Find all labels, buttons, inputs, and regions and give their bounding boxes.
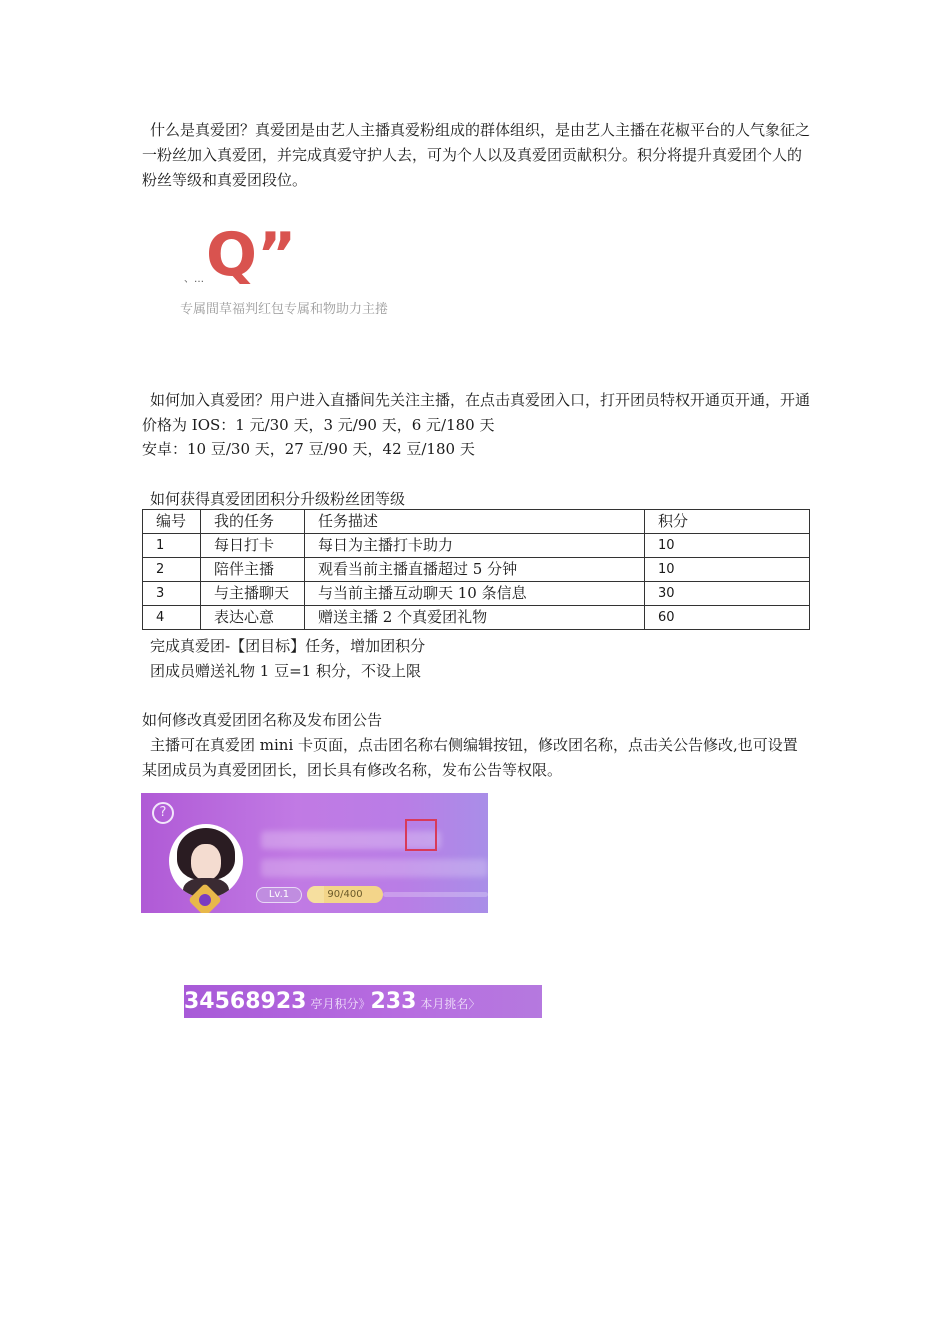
q-figure [178, 220, 428, 320]
table-row [143, 534, 810, 558]
row-description: 赠送主播 2 个真爱团礼物 [305, 606, 645, 630]
join-paragraph: 如何加入真爱团？用户进入直播间先关注主播，在点击真爱团入口，打开团员特权开通页开通，开通价格为 IOS：1 元/30 天，3 元/90 天，6 元/180 天 [142, 391, 811, 434]
row-points: 60 [645, 606, 810, 630]
monthly-rank-link[interactable]: 本月挑名〉 [420, 997, 481, 1011]
row-points: 10 [645, 534, 810, 558]
monthly-points-link[interactable]: 亭月积分》 [310, 997, 371, 1011]
row-task: 表达心意 [201, 606, 305, 630]
monthly-points-value: 34568923 [184, 989, 307, 1014]
header-points: 积分 [645, 510, 810, 534]
row-number: 4 [143, 606, 201, 630]
row-description: 每日为主播打卡助力 [305, 534, 645, 558]
row-number: 1 [143, 534, 201, 558]
row-task: 陪伴主播 [201, 558, 305, 582]
intro-paragraph: 什么是真爱团？真爱团是由艺人主播真爱粉组成的群体组织，是由艺人主播在花椒平台的人气象征之一粉丝加入真爱团，并完成真爱守护人去，可为个人以及真爱团贡献积分。积分将提升真爱团个人的粉丝等级和真爱团段位。 [142, 121, 811, 189]
blurred-announcement [261, 859, 488, 877]
row-task: 每日打卡 [201, 534, 305, 558]
header-number: 编号 [143, 510, 201, 534]
row-description: 观看当前主播直播超过 5 分钟 [305, 558, 645, 582]
q-dots: 、… [184, 274, 204, 285]
task-table [142, 509, 810, 630]
row-number: 2 [143, 558, 201, 582]
modify-heading: 如何修改真爱团团名称及发布团公告 [142, 711, 383, 729]
table-row [143, 606, 810, 630]
help-icon[interactable]: ? [152, 802, 174, 824]
points-note-gift: 团成员赠送礼物 1 豆=1 积分，不设上限 [150, 662, 421, 680]
level-badge: Lv.1 [256, 887, 302, 903]
points-note-target: 完成真爱团-【团目标】任务，增加团积分 [150, 637, 426, 655]
monthly-rank-value: 233 [370, 989, 417, 1014]
q-logo-letter: Q” [206, 220, 297, 290]
modify-paragraph: 主播可在真爱团 mini 卡页面，点击团名称右侧编辑按钮，修改团名称，点击关公告修改,也可设置某团成员为真爱团团长，团长具有修改名称，发布公告等权限。 [142, 736, 798, 779]
row-description: 与当前主播互动聊天 10 条信息 [305, 582, 645, 606]
header-description: 任务描述 [305, 510, 645, 534]
header-task: 我的任务 [201, 510, 305, 534]
progress-track [383, 892, 488, 897]
stats-bar [184, 985, 542, 1018]
table-row [143, 558, 810, 582]
row-points: 10 [645, 558, 810, 582]
mini-card [141, 793, 488, 913]
edit-button-highlight[interactable] [405, 819, 437, 851]
row-points: 30 [645, 582, 810, 606]
q-caption: 专属間草福判红包专属和物助力主捲 [180, 302, 389, 317]
row-number: 3 [143, 582, 201, 606]
level-progress-bar [307, 886, 383, 903]
level-progress-text: 90/400 [327, 889, 363, 900]
row-task: 与主播聊天 [201, 582, 305, 606]
table-header-row [143, 510, 810, 534]
join-android-prices: 安卓：10 豆/30 天，27 豆/90 天，42 豆/180 天 [142, 440, 475, 458]
points-heading: 如何获得真爱团团积分升级粉丝团等级 [150, 490, 406, 508]
table-row [143, 582, 810, 606]
